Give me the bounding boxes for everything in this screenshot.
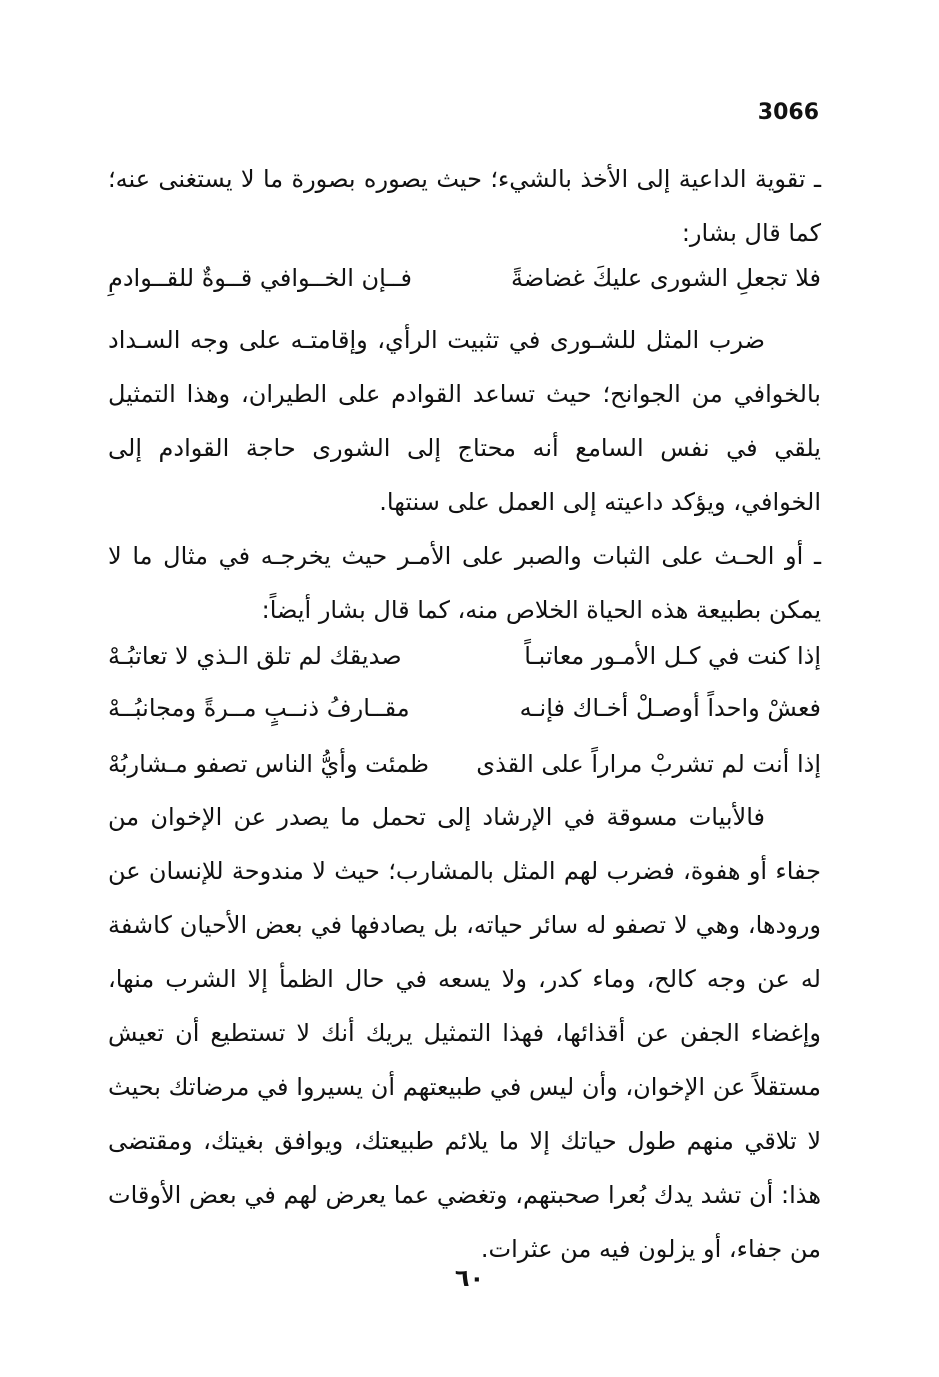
verse-line-3 [108,684,821,732]
page-number: ٦٠ [454,1264,485,1292]
verse-second-hemistich: فــإن الخــوافي قــوةٌ للقــوادمِ [108,264,413,292]
verse-second-hemistich: صديقك لم تلق الـذي لا تعاتبُـهْ [108,642,402,670]
verse-first-hemistich: إذا أنت لم تشربْ مراراً على القذى [476,750,821,778]
verse-line-4 [108,740,821,788]
verse-second-hemistich: مقــارفُ ذنــبٍ مــرةً ومجانبُــهْ [108,694,410,722]
verse-first-hemistich: فعشْ واحداً أوصـلْ أخـاك فإنـه [519,694,821,722]
paragraph-commentary: فالأبيات مسوقة في الإرشاد إلى تحمل ما يصدر عن الإخوان من جفاء أو هفوة، فضرب لهم المثل بالمشارب؛ حيث لا مندوحة للإنسان عن ورودها، وهي لا تصفو له سائر حياته، بل يصادفها في بعض الأحيان كاشفة له عن وجه كالح، وماء كدر، ولا يسعه في حال الظمأ إلا الشرب منها، وإغضاء الجفن عن أقذائها، فهذا التمثيل يريك أنك لا تستطيع أن تعيش مستقلاً عن الإخوان، وأن ليس في طبيعتهم أن يسيروا في مرضاتك بحيث لا تلاقي منهم طول حياتك إلا ما يلائم طبيعتك، ويوافق بغيتك، ومقتضى هذا: أن تشد يدك بُعرا صحبتهم، وتغضي عما يعرض لهم في بعض الأوقات من جفاء، أو يزلون فيه من عثرات. [108,803,821,1263]
verse-line-2 [108,632,821,680]
verse-line-1 [108,254,821,302]
verse-first-hemistich: فلا تجعلِ الشورى عليكَ غضاضةً [510,264,821,292]
commentary-block [108,790,821,1276]
paragraph-explanation: ضرب المثل للشـورى في تثبيت الرأي، وإقامتـه على وجه السـداد بالخوافي من الجوانح؛ حيث تساعد القوادم على الطيران، وهذا التمثيل يلقي في نفس السامع أنه محتاج إلى الشورى حاجة القوادم إلى الخوافي، ويؤكد داعيته إلى العمل على سنتها. [108,326,821,516]
paragraph-intro: ـ تقوية الداعية إلى الأخذ بالشيء؛ حيث يصوره بصورة ما لا يستغنى عنه؛ كما قال بشار: [108,165,821,247]
paragraph-second-point: ـ أو الحـث على الثبات والصبر على الأمـر حيث يخرجـه في مثال ما لا يمكن بطبيعة هذه الحياة الخلاص منه، كما قال بشار أيضاً: [108,542,821,624]
page-id: 3066 [757,100,819,125]
verse-second-hemistich: ظمئت وأيُّ الناس تصفو مـشاربُهْ [108,750,429,778]
intro-block [108,152,821,260]
verse-first-hemistich: إذا كنت في كـل الأمـور معاتبـاً [524,642,821,670]
explanation-block [108,313,821,637]
